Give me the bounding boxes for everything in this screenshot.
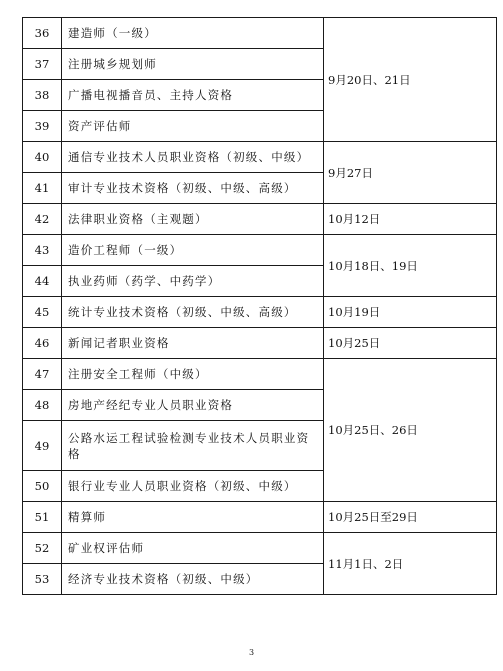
exam-name: 资产评估师	[62, 111, 324, 142]
exam-date: 10月25日	[324, 328, 497, 359]
exam-date: 10月12日	[324, 204, 497, 235]
exam-date: 9月20日、21日	[324, 18, 497, 142]
row-number: 52	[23, 533, 62, 564]
row-number: 48	[23, 390, 62, 421]
exam-name: 公路水运工程试验检测专业技术人员职业资格	[62, 421, 324, 471]
exam-name: 新闻记者职业资格	[62, 328, 324, 359]
exam-date: 10月25日至29日	[324, 502, 497, 533]
row-number: 51	[23, 502, 62, 533]
row-number: 47	[23, 359, 62, 390]
exam-name: 法律职业资格（主观题）	[62, 204, 324, 235]
table-row	[23, 297, 497, 328]
exam-name: 通信专业技术人员职业资格（初级、中级）	[62, 142, 324, 173]
table-row	[23, 359, 497, 390]
row-number: 45	[23, 297, 62, 328]
row-number: 40	[23, 142, 62, 173]
table-row	[23, 142, 497, 173]
exam-name: 房地产经纪专业人员职业资格	[62, 390, 324, 421]
exam-name: 银行业专业人员职业资格（初级、中级）	[62, 471, 324, 502]
row-number: 42	[23, 204, 62, 235]
row-number: 38	[23, 80, 62, 111]
table-row	[23, 328, 497, 359]
row-number: 41	[23, 173, 62, 204]
table-row	[23, 235, 497, 266]
row-number: 39	[23, 111, 62, 142]
exam-date: 10月25日、26日	[324, 359, 497, 502]
row-number: 53	[23, 564, 62, 595]
exam-name: 统计专业技术资格（初级、中级、高级）	[62, 297, 324, 328]
row-number: 37	[23, 49, 62, 80]
exam-date: 11月1日、2日	[324, 533, 497, 595]
table-row	[23, 18, 497, 49]
table-row	[23, 204, 497, 235]
exam-name: 注册城乡规划师	[62, 49, 324, 80]
exam-date: 10月19日	[324, 297, 497, 328]
exam-name: 精算师	[62, 502, 324, 533]
exam-date: 9月27日	[324, 142, 497, 204]
exam-date: 10月18日、19日	[324, 235, 497, 297]
table-row	[23, 533, 497, 564]
exam-name: 建造师（一级）	[62, 18, 324, 49]
row-number: 44	[23, 266, 62, 297]
row-number: 50	[23, 471, 62, 502]
exam-name: 注册安全工程师（中级）	[62, 359, 324, 390]
row-number: 46	[23, 328, 62, 359]
exam-name: 矿业权评估师	[62, 533, 324, 564]
row-number: 49	[23, 421, 62, 471]
exam-name: 广播电视播音员、主持人资格	[62, 80, 324, 111]
exam-name: 执业药师（药学、中药学）	[62, 266, 324, 297]
page-number: 3	[248, 648, 255, 657]
exam-name: 审计专业技术资格（初级、中级、高级）	[62, 173, 324, 204]
exam-name: 经济专业技术资格（初级、中级）	[62, 564, 324, 595]
exam-name: 造价工程师（一级）	[62, 235, 324, 266]
row-number: 36	[23, 18, 62, 49]
row-number: 43	[23, 235, 62, 266]
table-row	[23, 502, 497, 533]
exam-schedule-table	[22, 17, 497, 595]
